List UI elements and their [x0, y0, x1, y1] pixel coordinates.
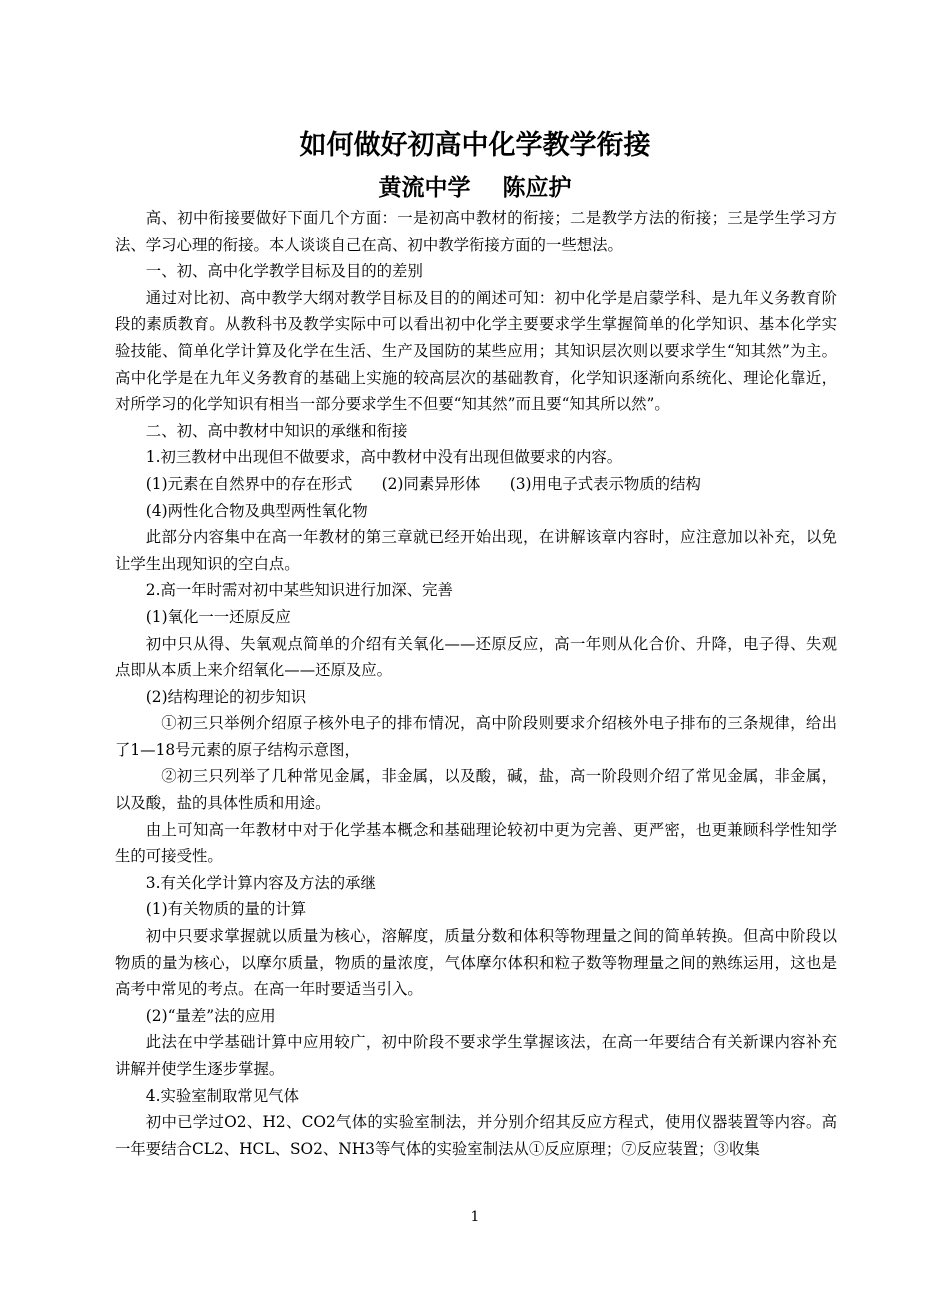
list-item: (2)结构理论的初步知识 — [145, 687, 307, 706]
list-item: (1)有关物质的量的计算 — [145, 900, 307, 919]
subsection-heading: 4.实验室制取常见气体 — [145, 1086, 299, 1105]
section-heading-1: 一、初、高中化学教学目标及目的的差别 — [145, 262, 423, 281]
list-item: (2)“量差”法的应用 — [145, 1006, 276, 1025]
paragraph: 初中只从得、失氧观点简单的介绍有关氧化——还原反应，高一年则从化合价、升降，电子得、失观点即从本质上来介绍氧化——还原及应。 — [115, 634, 837, 680]
list-item: (1)元素在自然界中的存在形式 (2)同素异形体 (3)用电子式表示物质的结构 — [145, 474, 701, 493]
paragraph: 初中只要求掌握就以质量为核心，溶解度，质量分数和体积等物理量之间的简单转换。但高中阶段以物质的量为核心，以摩尔质量，物质的量浓度，气体摩尔体积和粒子数等物理量之间的熟练运用，这也是高考中常见的考点。在高一年时要适当引入。 — [115, 927, 837, 999]
paragraph: 通过对比初、高中教学大纲对教学目标及目的的阐述可知：初中化学是启蒙学科、是九年义务教育阶段的素质教育。从教科书及教学实际中可以看出初中化学主要要求学生掌握简单的化学知识、基本化学实验技能、简单化学计算及化学在生活、生产及国防的某些应用；其知识层次则以要求学生“知其然”为主。高中化学是在九年义务教育的基础上实施的较高层次的基础教育，化学知识逐渐向系统化、理论化靠近，对所学习的化学知识有相当一部分要求学生不但要“知其然”而且要“知其所以然”。 — [115, 288, 837, 414]
document-body — [115, 205, 837, 1162]
paragraph: ①初三只举例介绍原子核外电子的排布情况，高中阶段则要求介绍核外电子排布的三条规律，给出了1—18号元素的原子结构示意图， — [115, 714, 837, 759]
subsection-heading: 3.有关化学计算内容及方法的承继 — [145, 873, 376, 892]
paragraph: 由上可知高一年教材中对于化学基本概念和基础理论较初中更为完善、更严密，也更兼顾科学性知学生的可接受性。 — [115, 820, 837, 866]
paragraph-intro: 高、初中衔接要做好下面几个方面：一是初高中教材的衔接；二是教学方法的衔接；三是学生学习方法、学习心理的衔接。本人谈谈自己在高、初中教学衔接方面的一些想法。 — [115, 209, 837, 254]
list-item: (1)氧化一一还原反应 — [145, 607, 291, 626]
paragraph: 初中已学过O2、H2、CO2气体的实验室制法，并分别介绍其反应方程式，使用仪器装置等内容。高一年要结合CL2、HCL、SO2、NH3等气体的实验室制法从①反应原理；⑦反应装置；③收集 — [115, 1113, 837, 1158]
paragraph: 此部分内容集中在高一年教材的第三章就已经开始出现，在讲解该章内容时，应注意加以补充，以免让学生出现知识的空白点。 — [115, 528, 837, 573]
paragraph: ②初三只列举了几种常见金属，非金属，以及酸，碱，盐，高一阶段则介绍了常见金属，非金属，以及酸，盐的具体性质和用途。 — [115, 767, 837, 813]
document-author: 黄流中学 陈应护 — [378, 175, 572, 201]
document-title: 如何做好初高中化学教学衔接 — [299, 130, 651, 161]
subsection-heading: 2.高一年时需对初中某些知识进行加深、完善 — [145, 581, 453, 600]
section-heading-2: 二、初、高中教材中知识的承继和衔接 — [145, 421, 408, 440]
list-item: (4)两性化合物及典型两性氧化物 — [145, 501, 368, 520]
paragraph: 此法在中学基础计算中应用较广，初中阶段不要求学生掌握该法，在高一年要结合有关新课内容补充讲解并使学生逐步掌握。 — [115, 1033, 837, 1078]
page-number: 1 — [470, 1209, 480, 1225]
subsection-heading: 1.初三教材中出现但不做要求，高中教材中没有出现但做要求的内容。 — [145, 448, 623, 467]
